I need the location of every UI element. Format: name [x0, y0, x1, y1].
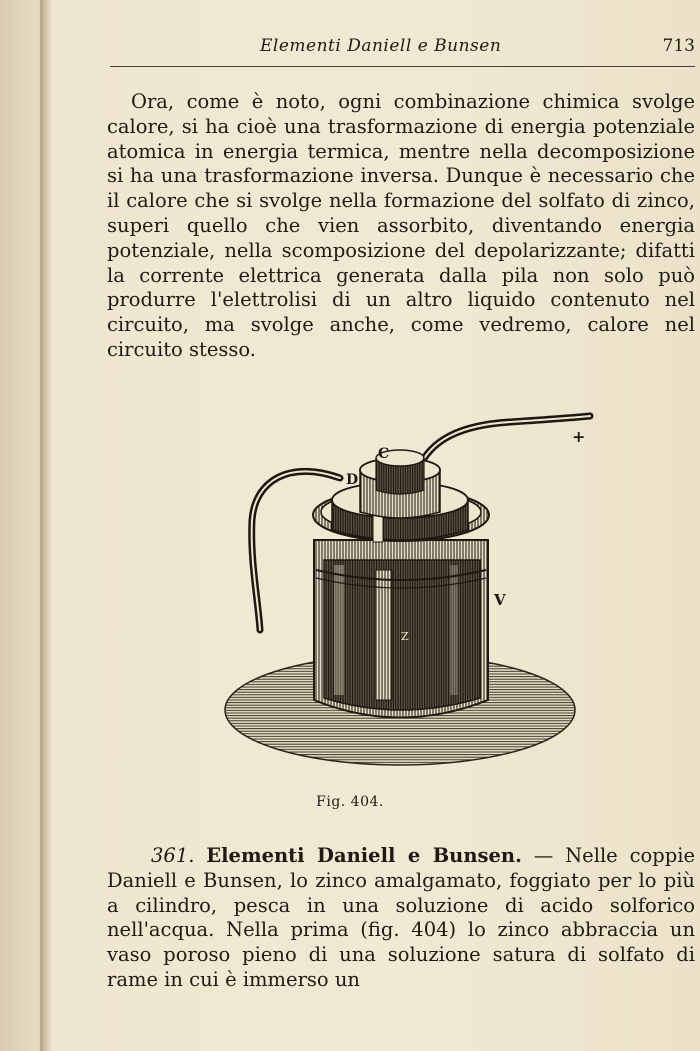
- label-d: D: [346, 472, 359, 488]
- label-v: V: [494, 591, 506, 609]
- paragraph-1: Ora, come è noto, ogni combinazione chimica svolge calore, si ha cioè una trasformazione di energia potenziale atomica in energia termica, mentre nella decomposizione si ha una trasformazione inversa. Dunque è necessario che il calore che si svolge nella formazione del solfato di zinco, superi quello che vien assorbito, diventando energia potenziale, nella scomposizione del depolarizzante; difatti la corrente elettrica generata dalla pila non solo può produrre l'elettrolisi di un altro liquido contenuto nel circuito, ma svolge anche, come vedremo, calore nel circuito stesso.: [107, 90, 695, 361]
- section-title: Elementi Daniell e Bunsen.: [206, 844, 522, 867]
- label-plus: +: [572, 427, 586, 446]
- label-z: Z: [401, 630, 409, 643]
- binding-gutter: [40, 0, 43, 1051]
- section-text: — Nelle coppie Daniell e Bunsen, lo zinco amalgamato, foggiato per lo più a cilindro, pesca in una soluzione di acido solforico nell'acqua. Nella prima (fig. 404) lo zinco abbraccia un vaso poroso pieno di una soluzione satura di solfato di rame in cui è immerso un: [107, 844, 695, 991]
- figure-caption: Fig. 404.: [316, 794, 384, 810]
- header-rule: [110, 66, 695, 67]
- label-c: C: [378, 446, 390, 462]
- header-title: Elementi Daniell e Bunsen: [260, 36, 502, 56]
- section-number: 361.: [151, 844, 195, 867]
- paragraph-2: [107, 844, 695, 993]
- daniell-cell-figure: [210, 400, 610, 780]
- daniell-cell-illustration: [210, 400, 610, 780]
- page-number: 713: [662, 36, 695, 56]
- running-header: [110, 36, 695, 64]
